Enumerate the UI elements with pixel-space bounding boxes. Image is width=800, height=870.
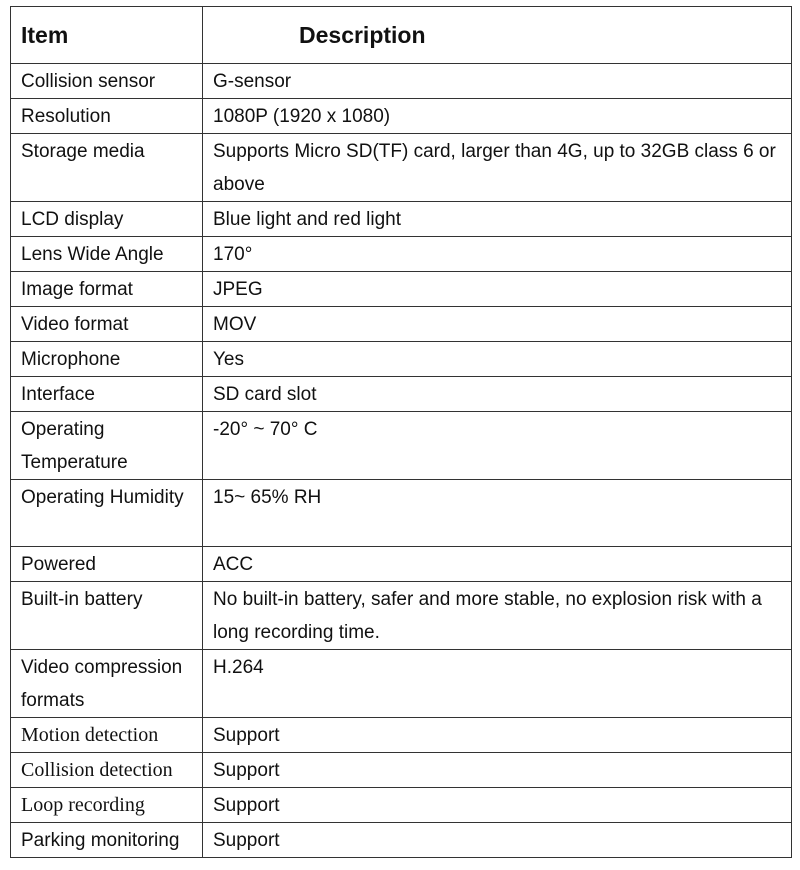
row-description: Support	[203, 718, 792, 753]
row-description: 170°	[203, 237, 792, 272]
row-description: H.264	[203, 650, 792, 718]
table-row	[11, 582, 792, 650]
table-row	[11, 377, 792, 412]
table-row	[11, 202, 792, 237]
table-row	[11, 788, 792, 823]
table-row	[11, 650, 792, 718]
row-description: Yes	[203, 342, 792, 377]
row-item: Resolution	[11, 99, 203, 134]
table-row	[11, 134, 792, 202]
row-description: -20° ~ 70° C	[203, 412, 792, 480]
row-item: Loop recording	[11, 788, 203, 823]
spec-table	[10, 6, 792, 858]
row-item: Interface	[11, 377, 203, 412]
row-description: G-sensor	[203, 64, 792, 99]
row-item: Collision sensor	[11, 64, 203, 99]
header-description: Description	[203, 7, 792, 64]
table-row	[11, 480, 792, 547]
row-description: No built-in battery, safer and more stable, no explosion risk with a long recording time.	[203, 582, 792, 650]
row-item: Storage media	[11, 134, 203, 202]
table-row	[11, 547, 792, 582]
row-item: Powered	[11, 547, 203, 582]
row-item: LCD display	[11, 202, 203, 237]
row-description: MOV	[203, 307, 792, 342]
table-row	[11, 64, 792, 99]
row-item: Image format	[11, 272, 203, 307]
row-item: Collision detection	[11, 753, 203, 788]
row-description: Supports Micro SD(TF) card, larger than 4G, up to 32GB class 6 or above	[203, 134, 792, 202]
header-row	[11, 7, 792, 64]
header-item: Item	[11, 7, 203, 64]
row-description: 1080P (1920 x 1080)	[203, 99, 792, 134]
row-description: Support	[203, 753, 792, 788]
table-row	[11, 342, 792, 377]
row-item: Operating Humidity	[11, 480, 203, 547]
row-item: Built-in battery	[11, 582, 203, 650]
table-row	[11, 823, 792, 858]
table-row	[11, 237, 792, 272]
row-description: ACC	[203, 547, 792, 582]
row-item: Parking monitoring	[11, 823, 203, 858]
table-row	[11, 718, 792, 753]
table-row	[11, 272, 792, 307]
row-description: Support	[203, 788, 792, 823]
row-description: Blue light and red light	[203, 202, 792, 237]
row-item: Motion detection	[11, 718, 203, 753]
row-item: Operating Temperature	[11, 412, 203, 480]
table-row	[11, 412, 792, 480]
row-description: 15~ 65% RH	[203, 480, 792, 547]
row-description: SD card slot	[203, 377, 792, 412]
row-item: Microphone	[11, 342, 203, 377]
row-item: Lens Wide Angle	[11, 237, 203, 272]
table-row	[11, 99, 792, 134]
table-row	[11, 307, 792, 342]
table-row	[11, 753, 792, 788]
row-description: JPEG	[203, 272, 792, 307]
row-description: Support	[203, 823, 792, 858]
row-item: Video compression formats	[11, 650, 203, 718]
row-item: Video format	[11, 307, 203, 342]
